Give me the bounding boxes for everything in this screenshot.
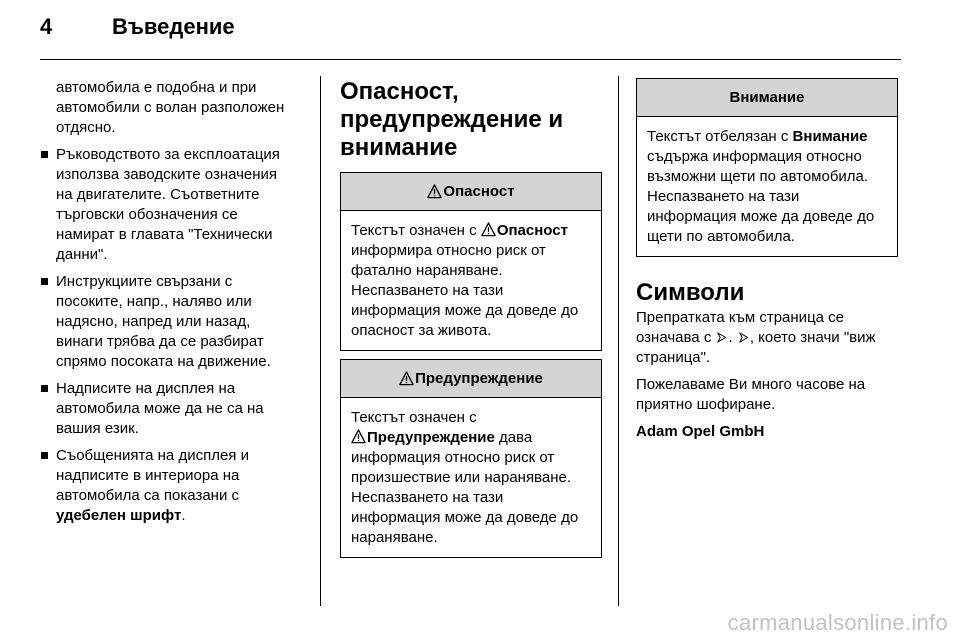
- list-item: Надписите на дисплея на автомобила може да не са на вашия език.: [40, 379, 302, 439]
- symbols-paragraph: Препратката към страница се означава с . , което значи "виж страница".: [636, 309, 876, 366]
- bullet-square-icon: [41, 278, 48, 285]
- danger-box-header: Опасност: [341, 173, 601, 211]
- warning-triangle-icon: [399, 371, 414, 386]
- list-item: Ръководството за експлоатация използва заводските означения на двигателите. Съответните търговски обозначения се намират в главата "Технически данни".: [40, 145, 302, 265]
- section-heading-safety: Опасност, предупреждение и внимание: [340, 78, 564, 161]
- closing-paragraph: Пожелаваме Ви много часове на приятно шофиране.: [636, 376, 866, 413]
- column-middle: [340, 78, 602, 558]
- page-number: 4: [40, 14, 53, 39]
- column-divider: [320, 76, 321, 606]
- bullet-square-icon: [41, 151, 48, 158]
- signature: Adam Opel GmbH: [636, 423, 765, 440]
- bullet-square-icon: [41, 452, 48, 459]
- page-reference-arrow-icon: [738, 332, 749, 343]
- caution-box-header: Внимание: [637, 79, 897, 117]
- intro-paragraph: автомобила е подобна и при автомобили с волан разположен отдясно.: [56, 79, 285, 136]
- warning-triangle-icon: [427, 184, 442, 199]
- column-divider: [618, 76, 619, 606]
- bullet-square-icon: [41, 385, 48, 392]
- site-watermark: carmanualsonline.info: [727, 610, 948, 635]
- section-heading-symbols: Символи: [636, 279, 745, 306]
- caution-box-body: Текстът отбелязан с Внимание съдържа информация относно възможни щети по автомобила. Неспазването на тази информация може да доведе до щети по автомобила.: [647, 128, 875, 245]
- warning-box-header: Предупреждение: [341, 360, 601, 398]
- list-item: Съобщенията на дисплея и надписите в интериора на автомобила са показани с удебелен шрифт.: [40, 446, 302, 526]
- warning-box-body: Текстът означен с Предупреждение дава информация относно риск от произшествие или нараняване. Неспазването на тази информация може да доведе до нараняване.: [351, 409, 579, 546]
- header-rule: [40, 59, 901, 60]
- danger-box-body: Текстът означен с Опасност информира относно риск от фатално нараняване. Неспазването на тази информация може да доведе до опасност за живота.: [351, 222, 579, 339]
- caution-box: [636, 78, 898, 257]
- warning-triangle-icon: [351, 429, 366, 444]
- page-reference-arrow-icon: [716, 332, 727, 343]
- warning-box: [340, 359, 602, 558]
- column-right: [636, 78, 898, 442]
- column-left: [40, 78, 302, 526]
- list-item: Инструкциите свързани с посоките, напр., наляво или надясно, напред или назад, винаги трябва да се разбират спрямо посоката на движение.: [40, 272, 302, 372]
- chapter-title: Въведение: [112, 14, 235, 39]
- warning-triangle-icon: [481, 222, 496, 237]
- bold-font-phrase: удебелен шрифт: [56, 507, 182, 524]
- danger-box: [340, 172, 602, 351]
